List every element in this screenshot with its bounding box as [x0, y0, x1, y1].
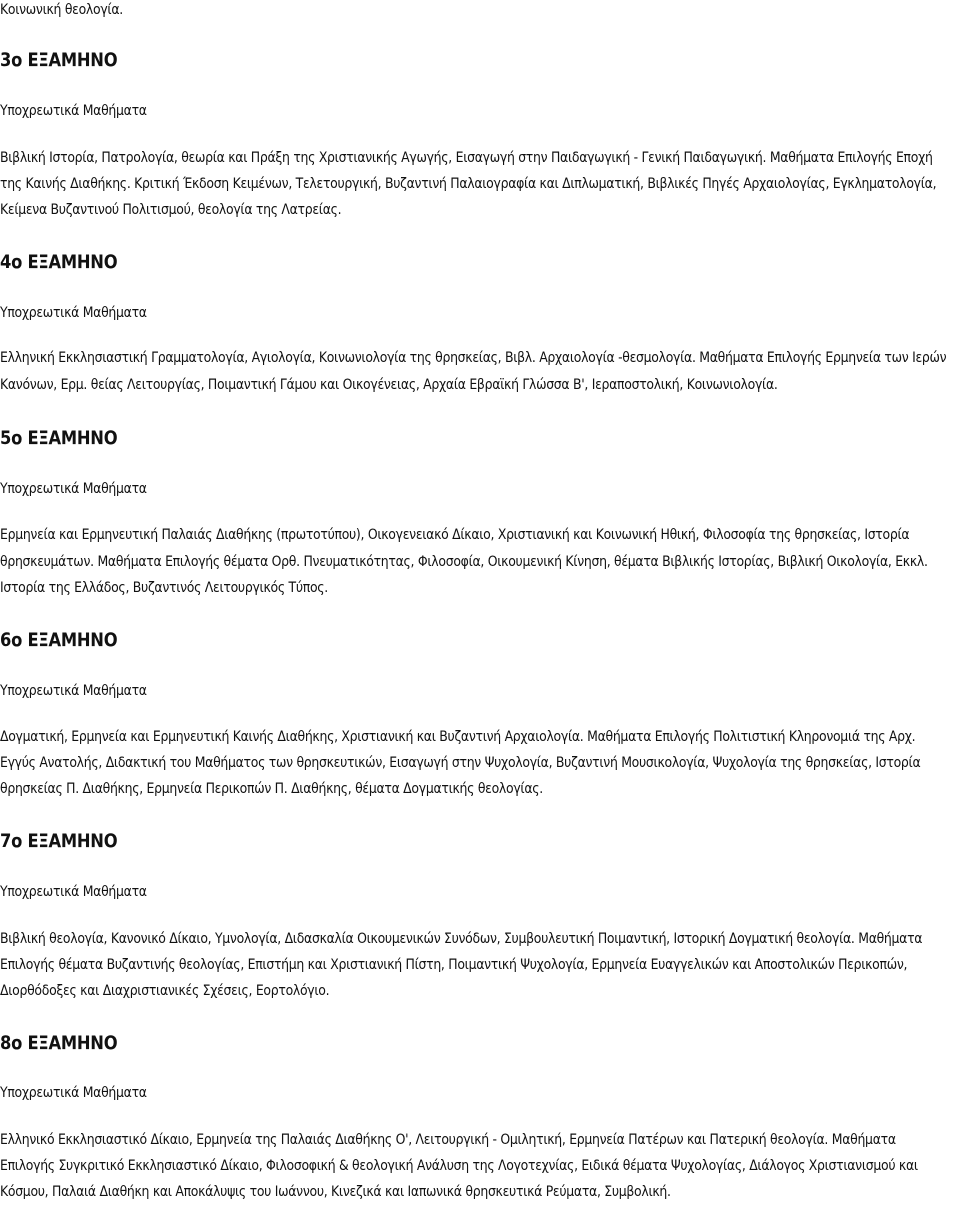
semester-8-line-3: Κόσμου, Παλαιά Διαθήκη και Αποκάλυψις του Ιωάννου, Κινεζικά και Ιαπωνικά θρησκευτικά Ρεύματα, Συμβολική. — [0, 1184, 671, 1200]
semester-6-line-2: Εγγύς Ανατολής, Διδακτική του Μαθήματος των θρησκευτικών, Εισαγωγή στην Ψυχολογία, Βυζαντινή Μουσικολογία, Ψυχολογία της θρησκείας, Ιστορία — [0, 755, 921, 771]
semester-8-heading: 8ο ΕΞΑΜΗΝΟ — [0, 1032, 118, 1054]
semester-6-subheading: Υποχρεωτικά Μαθήματα — [0, 683, 147, 699]
semester-7-line-2: Επιλογής θέματα Βυζαντινής θεολογίας, Επιστήμη και Χριστιανική Πίστη, Ποιμαντική Ψυχολογία, Ερμηνεία Ευαγγελικών και Αποστολικών Περικοπών, — [0, 957, 908, 973]
semester-3-subheading: Υποχρεωτικά Μαθήματα — [0, 103, 147, 119]
semester-8-line-2: Επιλογής Συγκριτικό Εκκλησιαστικό Δίκαιο, Φιλοσοφική & θεολογική Ανάλυση της Λογοτεχνίας, Ειδικά θέματα Ψυχολογίας, Διάλογος Χριστιανισμού και — [0, 1158, 918, 1174]
semester-8-subheading: Υποχρεωτικά Μαθήματα — [0, 1085, 147, 1101]
semester-6-heading: 6ο ΕΞΑΜΗΝΟ — [0, 629, 118, 651]
semester-4-subheading: Υποχρεωτικά Μαθήματα — [0, 305, 147, 321]
semester-4-line-1: Ελληνική Εκκλησιαστική Γραμματολογία, Αγιολογία, Κοινωνιολογία της θρησκείας, Βιβλ. Αρχαιολογία -θεσμολογία. Μαθήματα Επιλογής Ερμηνεία των Ιερών — [0, 350, 947, 366]
semester-3-line-3: Κείμενα Βυζαντινού Πολιτισμού, θεολογία της Λατρείας. — [0, 202, 342, 218]
semester-5-line-2: θρησκευμάτων. Μαθήματα Επιλογής θέματα Ορθ. Πνευματικότητας, Φιλοσοφία, Οικουμενική Κίνηση, θέματα Βιβλικής Ιστορίας, Βιβλική Οικολογία, Εκκλ. — [0, 554, 928, 570]
semester-8-line-1: Ελληνικό Εκκλησιαστικό Δίκαιο, Ερμηνεία της Παλαιάς Διαθήκης Ο', Λειτουργική - Ομιλητική, Ερμηνεία Πατέρων και Πατερική θεολογία. Μαθήματα — [0, 1132, 896, 1148]
semester-7-heading: 7ο ΕΞΑΜΗΝΟ — [0, 830, 118, 852]
intro-line: Κοινωνική θεολογία. — [0, 2, 123, 18]
semester-4-heading: 4ο ΕΞΑΜΗΝΟ — [0, 251, 118, 273]
semester-6-line-1: Δογματική, Ερμηνεία και Ερμηνευτική Καινής Διαθήκης, Χριστιανική και Βυζαντινή Αρχαιολογία. Μαθήματα Επιλογής Πολιτιστική Κληρονομιά της Αρχ. — [0, 729, 916, 745]
semester-3-line-2: της Καινής Διαθήκης. Κριτική Έκδοση Κειμένων, Τελετουργική, Βυζαντινή Παλαιογραφία και Διπλωματική, Βιβλικές Πηγές Αρχαιολογίας, Εγκληματολογία, — [0, 176, 937, 192]
semester-7-subheading: Υποχρεωτικά Μαθήματα — [0, 884, 147, 900]
semester-5-subheading: Υποχρεωτικά Μαθήματα — [0, 481, 147, 497]
semester-5-heading: 5ο ΕΞΑΜΗΝΟ — [0, 427, 118, 449]
semester-6-line-3: θρησκείας Π. Διαθήκης, Ερμηνεία Περικοπών Π. Διαθήκης, θέματα Δογματικής θεολογίας. — [0, 781, 543, 797]
semester-7-line-3: Διορθόδοξες και Διαχριστιανικές Σχέσεις, Εορτολόγιο. — [0, 983, 330, 999]
semester-4-line-2: Κανόνων, Ερμ. θείας Λειτουργίας, Ποιμαντική Γάμου και Οικογένειας, Αρχαία Εβραϊκή Γλώσσα Β', Ιεραποστολική, Κοινωνιολογία. — [0, 377, 778, 393]
semester-3-line-1: Βιβλική Ιστορία, Πατρολογία, θεωρία και Πράξη της Χριστιανικής Αγωγής, Εισαγωγή στην Παιδαγωγική - Γενική Παιδαγωγική. Μαθήματα Επιλογής Εποχή — [0, 150, 933, 166]
semester-5-line-3: Ιστορία της Ελλάδος, Βυζαντινός Λειτουργικός Τύπος. — [0, 580, 328, 596]
semester-3-heading: 3ο ΕΞΑΜΗΝΟ — [0, 49, 118, 71]
semester-5-line-1: Ερμηνεία και Ερμηνευτική Παλαιάς Διαθήκης (πρωτοτύπου), Οικογενειακό Δίκαιο, Χριστιανική και Κοινωνική Ηθική, Φιλοσοφία της θρησκείας, Ιστορία — [0, 527, 910, 543]
semester-7-line-1: Βιβλική θεολογία, Κανονικό Δίκαιο, Υμνολογία, Διδασκαλία Οικουμενικών Συνόδων, Συμβουλευτική Ποιμαντική, Ιστορική Δογματική θεολογία. Μαθήματα — [0, 931, 923, 947]
